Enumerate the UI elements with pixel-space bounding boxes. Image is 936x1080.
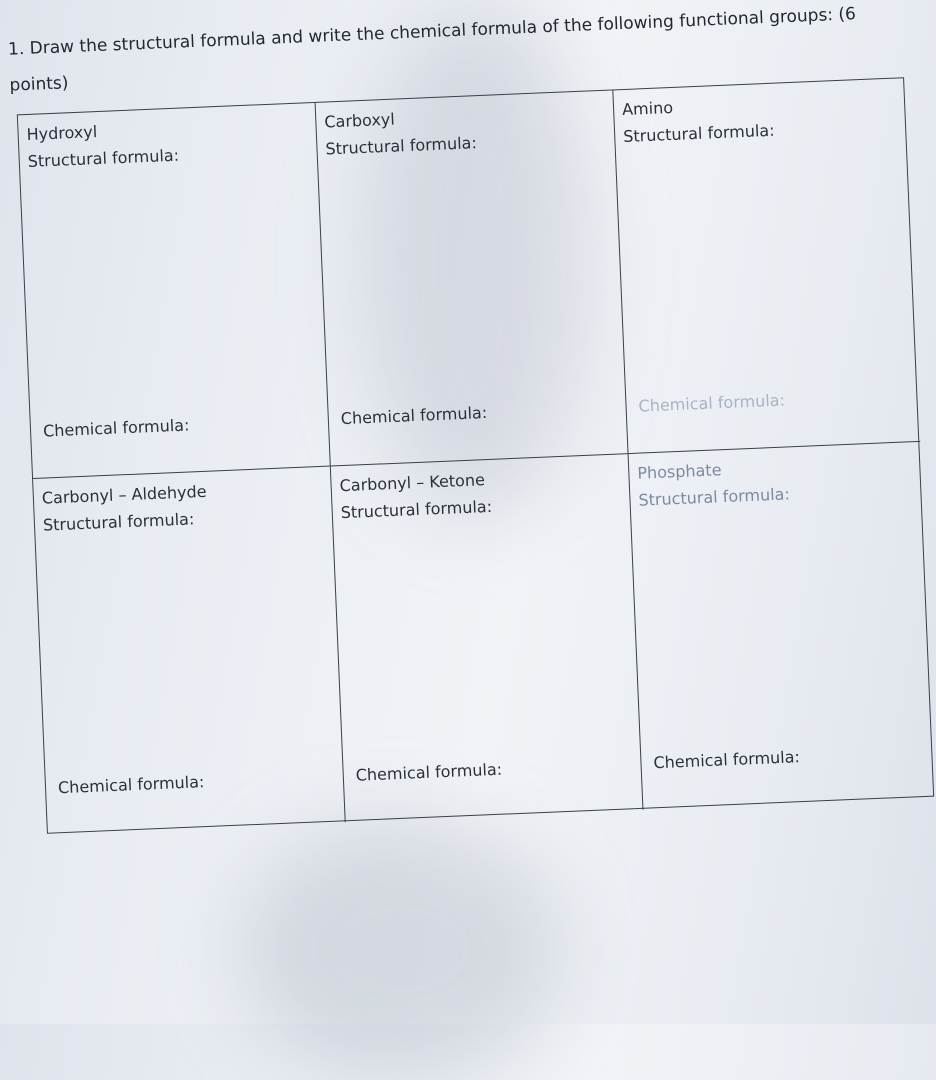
cell-amino: [613, 78, 920, 454]
chemical-formula-label: Chemical formula:: [57, 772, 205, 798]
group-name-phosphate: Phosphate: [636, 460, 722, 483]
structural-formula-label: Structural formula:: [42, 509, 195, 535]
cell-carbonyl-aldehyde: [33, 467, 346, 835]
structural-formula-label: Structural formula:: [622, 120, 775, 147]
structural-formula-label: Structural formula:: [325, 133, 478, 159]
group-name-carbonyl-ketone: Carbonyl – Ketone: [339, 470, 486, 496]
functional-groups-table: [17, 77, 934, 834]
chemical-formula-label: Chemical formula:: [42, 415, 190, 441]
group-name-carbonyl-aldehyde: Carbonyl – Aldehyde: [41, 481, 207, 508]
chemical-formula-label: Chemical formula:: [653, 747, 801, 773]
group-name-hydroxyl: Hydroxyl: [26, 122, 98, 144]
cell-carboxyl: [316, 90, 629, 466]
group-name-amino: Amino: [621, 97, 674, 120]
structural-formula-label: Structural formula:: [638, 484, 791, 510]
chemical-formula-label: Chemical formula:: [638, 390, 786, 416]
structural-formula-label: Structural formula:: [27, 145, 180, 171]
cell-hydroxyl: [18, 103, 331, 479]
structural-formula-label: Structural formula:: [340, 496, 493, 523]
cell-phosphate: [629, 442, 936, 810]
cell-carbonyl-ketone: [331, 454, 644, 822]
question-text: 1. Draw the structural formula and write the chemical formula of the following functional groups: (6 points): [7, 4, 857, 96]
chemical-formula-label: Chemical formula:: [340, 402, 488, 429]
chemical-formula-label: Chemical formula:: [355, 759, 503, 785]
group-name-carboxyl: Carboxyl: [323, 109, 396, 132]
